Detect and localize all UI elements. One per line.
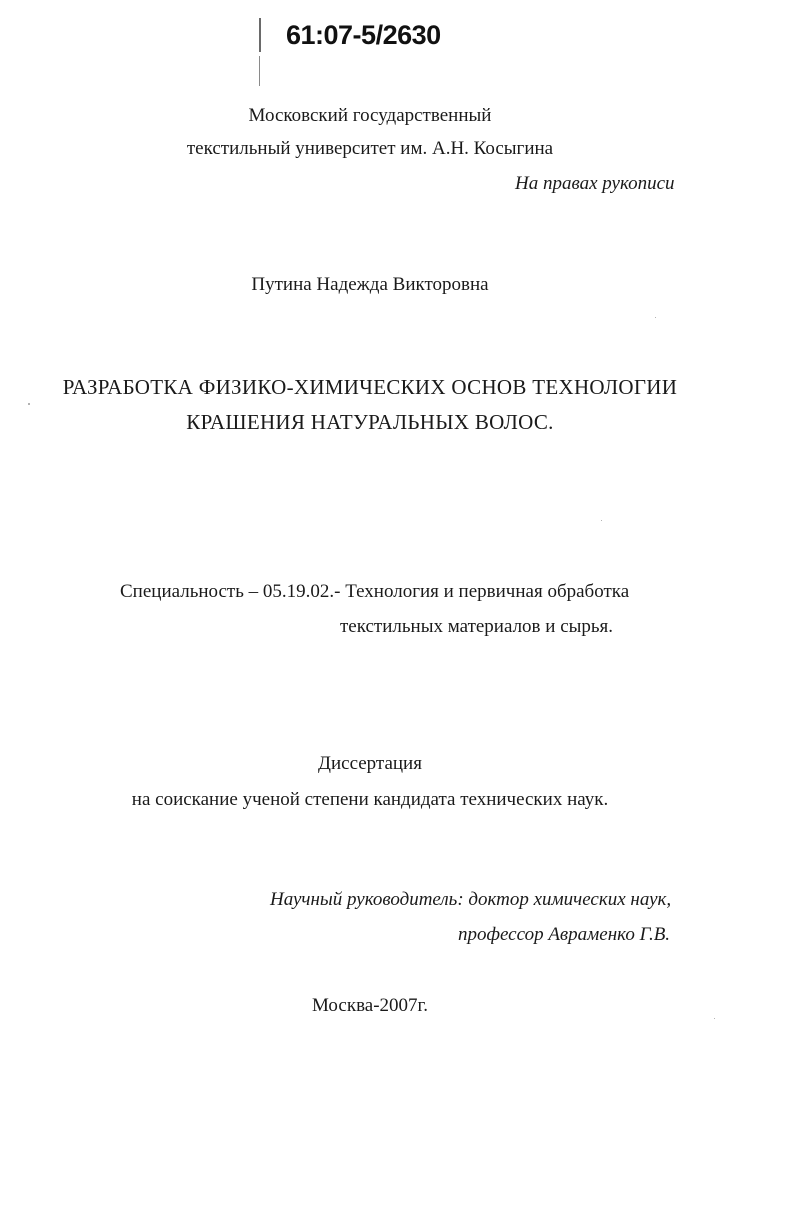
dissertation-degree: на соискание ученой степени кандидата технических наук. bbox=[131, 789, 609, 810]
specialty-line-2: текстильных материалов и сырья. bbox=[340, 616, 614, 637]
university-line-2: текстильный университет им. А.Н. Косыгина bbox=[186, 138, 554, 159]
title-line-1: РАЗРАБОТКА ФИЗИКО-ХИМИЧЕСКИХ ОСНОВ ТЕХНОЛОГИИ bbox=[62, 375, 678, 399]
specialty-line-1: Специальность – 05.19.02.- Технология и первичная обработка bbox=[120, 581, 630, 602]
scan-speck bbox=[601, 520, 602, 521]
scan-speck bbox=[28, 403, 30, 405]
scan-speck bbox=[714, 1018, 715, 1019]
stamp-number: 61:07-5/2630 bbox=[286, 20, 441, 50]
supervisor-line-1: Научный руководитель: доктор химических наук, bbox=[270, 889, 672, 910]
place-year: Москва-2007г. bbox=[312, 995, 428, 1016]
stamp-mark-lower bbox=[259, 56, 260, 86]
dissertation-label: Диссертация bbox=[318, 753, 422, 774]
rights-note: На правах рукописи bbox=[515, 173, 675, 194]
scan-speck bbox=[655, 317, 656, 318]
title-line-2: КРАШЕНИЯ НАТУРАЛЬНЫХ ВОЛОС. bbox=[186, 410, 554, 434]
stamp-mark-upper bbox=[259, 18, 261, 52]
university-line-1: Московский государственный bbox=[248, 105, 492, 126]
supervisor-line-2: профессор Авраменко Г.В. bbox=[458, 924, 671, 945]
author-name: Путина Надежда Викторовна bbox=[251, 274, 489, 295]
